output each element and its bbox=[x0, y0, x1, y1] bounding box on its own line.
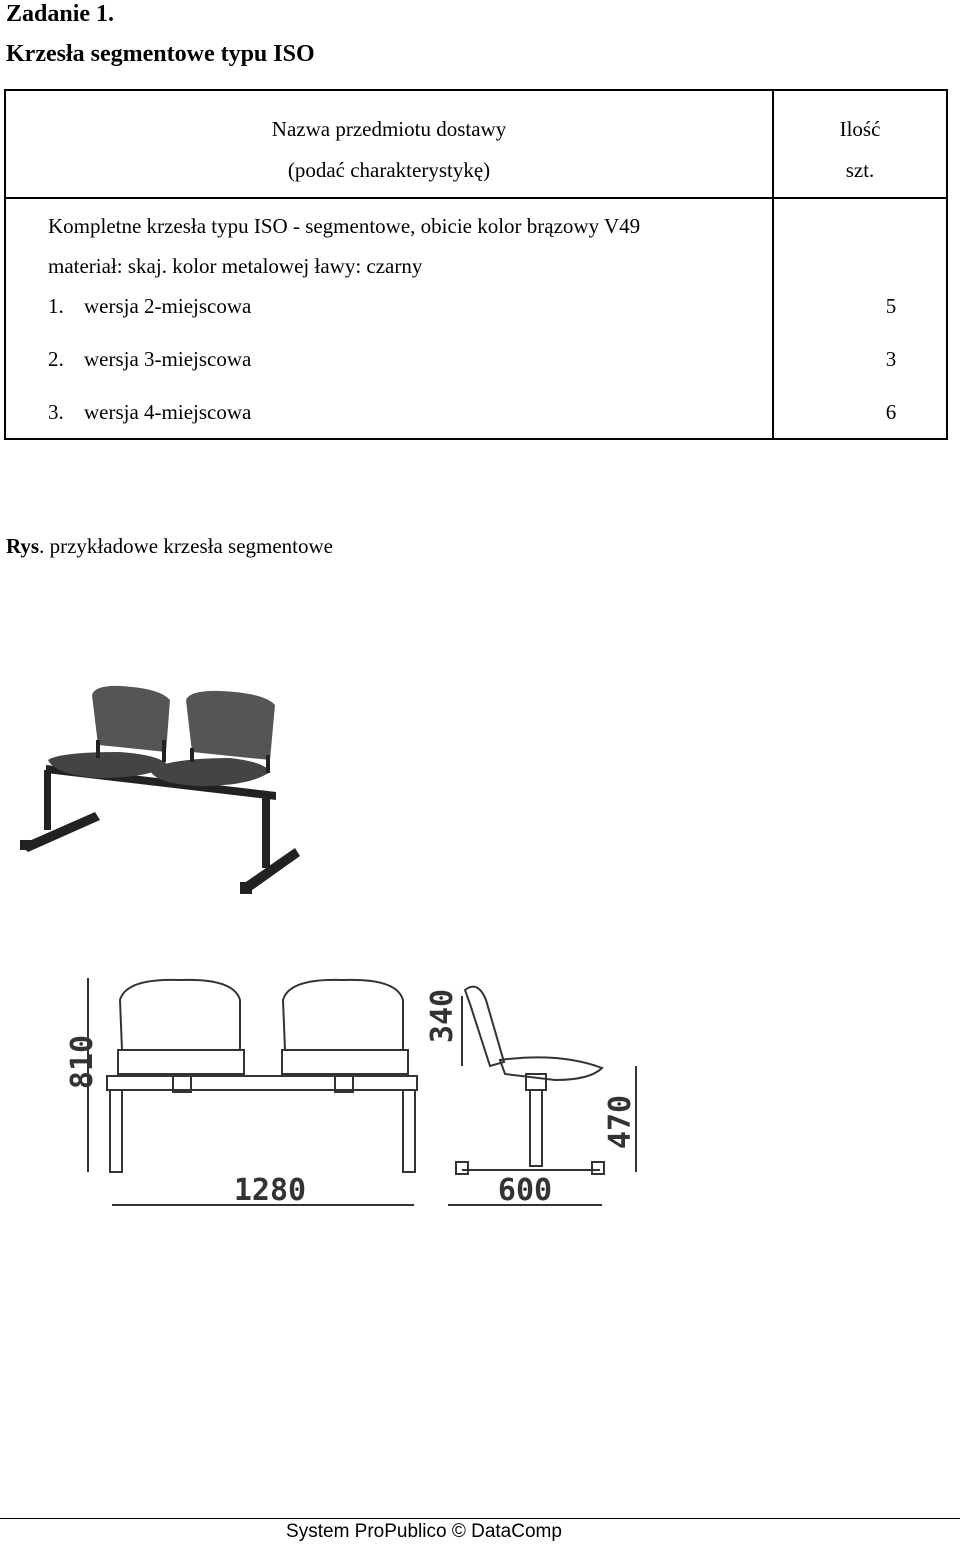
header-name-line2: (podać charakterystykę) bbox=[287, 158, 491, 182]
figure-caption bbox=[6, 532, 333, 560]
caption-text: . przykładowe krzesła segmentowe bbox=[39, 534, 333, 558]
footer-text: System ProPublico © DataComp bbox=[286, 1521, 562, 1542]
dimension-width-label: 1280 bbox=[233, 1173, 307, 1208]
row-qty: 3 bbox=[885, 347, 897, 371]
row-label: wersja 4-miejscowa bbox=[84, 400, 252, 424]
chair-illustration bbox=[0, 640, 960, 1240]
row-label: wersja 3-miejscowa bbox=[84, 347, 252, 371]
row-qty: 5 bbox=[885, 294, 897, 318]
row-qty: 6 bbox=[885, 400, 897, 424]
row-number: 1. bbox=[48, 294, 64, 318]
header-qty-line1: Ilość bbox=[839, 117, 881, 141]
table-border-bottom bbox=[4, 438, 948, 440]
row-number: 3. bbox=[48, 400, 64, 424]
description-line2: materiał: skaj. kolor metalowej ławy: czarny bbox=[48, 254, 423, 278]
row-label: wersja 2-miejscowa bbox=[84, 294, 252, 318]
dimension-depth-label: 600 bbox=[497, 1173, 553, 1208]
bench-front-view bbox=[88, 978, 417, 1205]
description-line1: Kompletne krzesła typu ISO - segmentowe, obicie kolor brązowy V49 bbox=[48, 214, 641, 238]
footer-divider bbox=[0, 1518, 960, 1519]
header-name-line1: Nazwa przedmiotu dostawy bbox=[271, 117, 507, 141]
document-title: Krzesła segmentowe typu ISO bbox=[6, 41, 315, 67]
bench-3d-view bbox=[20, 686, 300, 894]
table-border-top bbox=[4, 89, 948, 91]
caption-label: Rys bbox=[6, 534, 40, 558]
specification-table bbox=[4, 89, 948, 440]
dimension-backrest-label: 340 bbox=[425, 988, 460, 1044]
table-border-right bbox=[946, 89, 948, 440]
table-header-divider bbox=[4, 197, 948, 199]
row-number: 2. bbox=[48, 347, 64, 371]
dimension-seat-height-label: 470 bbox=[603, 1094, 638, 1150]
header-qty-line2: szt. bbox=[845, 158, 875, 182]
task-title: Zadanie 1. bbox=[6, 1, 115, 27]
dimension-height-label: 810 bbox=[65, 1034, 100, 1090]
